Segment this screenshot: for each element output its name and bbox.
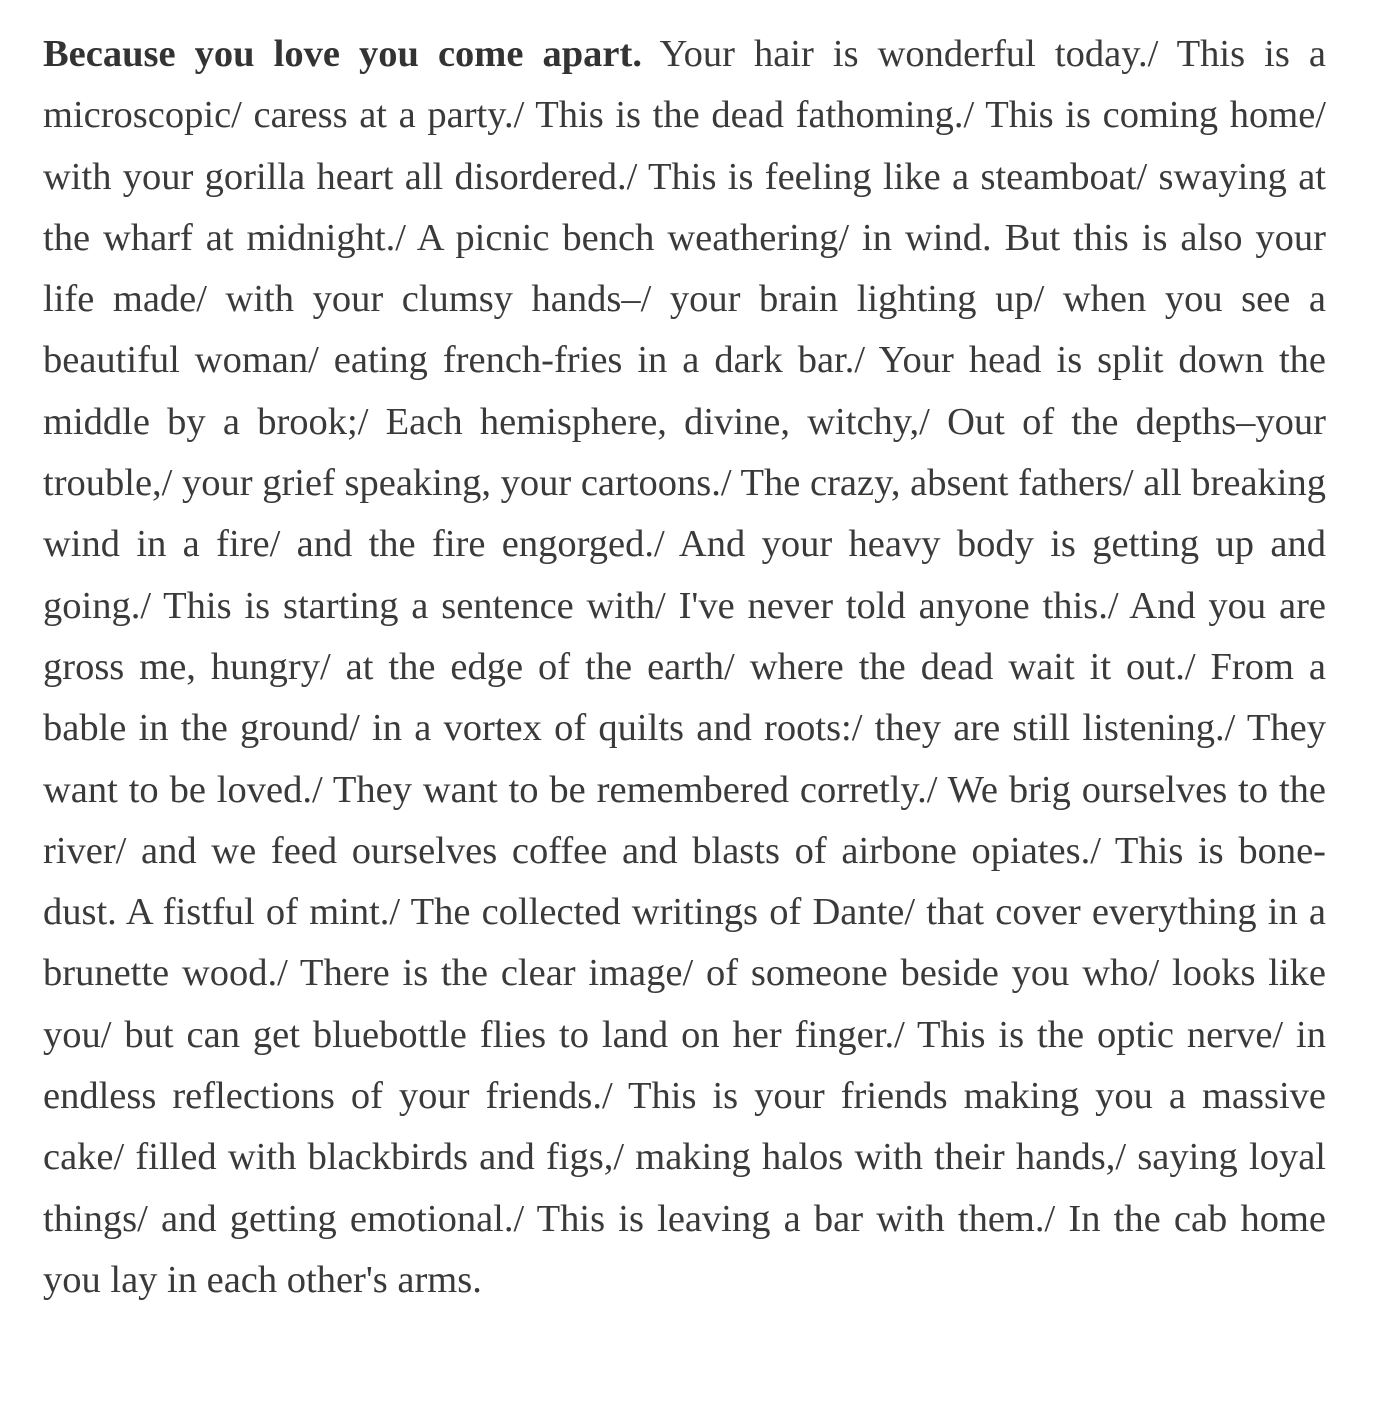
poem-opening-line: Because you love you come apart.	[43, 33, 642, 75]
poem-body-text: Your hair is wonderful today./ This is a microscopic/ caress at a party./ This is the dead fathoming./ This is coming home/ with your gorilla heart all disordered./ This is feeling like a steamboat/ swaying at the wharf at midnight./ A picnic bench weathering/ in wind. But this is also your life made/ with your clumsy hands–/ your brain lighting up/ when you see a beautiful woman/ eating french-fries in a dark bar./ Your head is split down the middle by a brook;/ Each hemisphere, divine, witchy,/ Out of the depths–your trouble,/ your grief speaking, your cartoons./ The crazy, absent fathers/ all breaking wind in a fire/ and the fire engorged./ And your heavy body is getting up and going./ This is starting a sentence with/ I've never told anyone this./ And you are gross me, hungry/ at the edge of the earth/ where the dead wait it out./ From a bable in the ground/ in a vortex of quilts and roots:/ they are still listening./ They want to be loved./ They want to be remembered corretly./ We brig ourselves to the river/ and we feed ourselves coffee and blasts of airbone opiates./ This is bone-dust. A fistful of mint./ The collected writings of Dante/ that cover everything in a brunette wood./ There is the clear image/ of someone beside you who/ looks like you/ but can get bluebottle flies to land on her finger./ This is the optic nerve/ in endless reflections of your friends./ This is your friends making you a massive cake/ filled with blackbirds and figs,/ making halos with their hands,/ saying loyal things/ and getting emotional./ This is leaving a bar with them./ In the cab home you lay in each other's arms.	[43, 33, 1326, 1301]
poem-page	[43, 24, 1326, 1311]
poem-paragraph	[43, 24, 1326, 1311]
